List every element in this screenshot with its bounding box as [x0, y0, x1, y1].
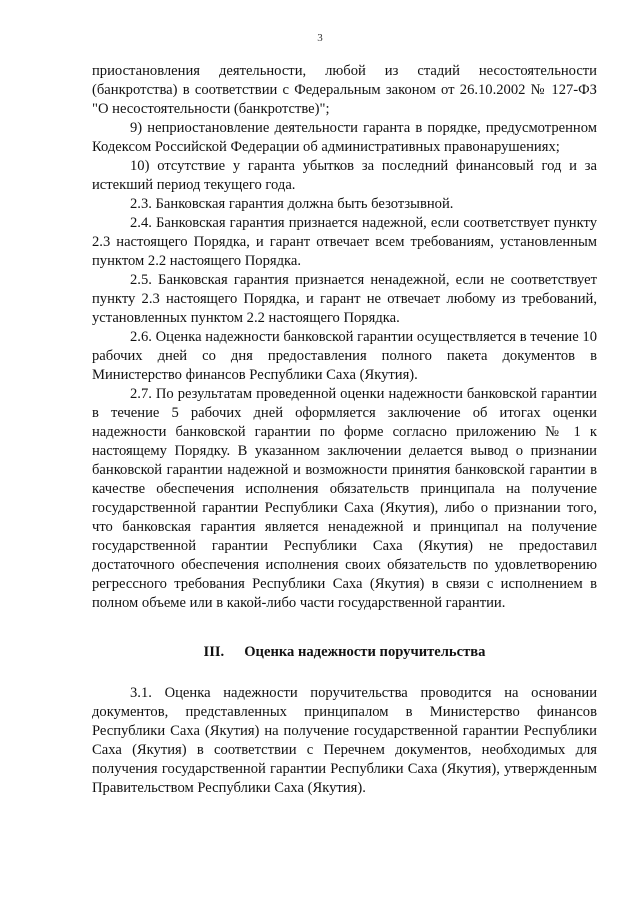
paragraph: 2.6. Оценка надежности банковской гарантии осуществляется в течение 10 рабочих дней со дня предоставления полного пакета документов в Министерство финансов Республики Саха (Якутия). — [92, 329, 597, 383]
paragraph: 9) неприостановление деятельности гаранта в порядке, предусмотренном Кодексом Российской Федерации об административных правонарушениях; — [92, 120, 597, 155]
section-heading — [92, 643, 597, 662]
document-body — [92, 62, 597, 798]
paragraph: 2.5. Банковская гарантия признается ненадежной, если не соответствует пункту 2.3 настоящего Порядка, и гарант не отвечает любому из требований, установленных пунктом 2.2 настоящего Порядка. — [92, 272, 597, 326]
paragraph: 2.7. По результатам проведенной оценки надежности банковской гарантии в течение 5 рабочих дней оформляется заключение об итогах оценки надежности банковской гарантии по форме согласно приложению № 1 к настоящему Порядку. В указанном заключении делается вывод о признании банковской гарантии надежной и возможности принятия банковской гарантии в качестве обеспечения исполнения обязательств принципала на получение государственной гарантии Республики Саха (Якутия), либо о признании того, что банковская гарантия является ненадежной и принципал на получение государственной гарантии Республики Саха (Якутия) не предоставил достаточного обеспечения исполнения своих обязательств по удовлетворению регрессного требования Республики Саха (Якутия) в связи с исполнением в полном объеме или в какой-либо части государственной гарантии. — [92, 386, 597, 611]
paragraph: 10) отсутствие у гаранта убытков за последний финансовый год и за истекший период текущего года. — [92, 158, 597, 193]
paragraph: 2.4. Банковская гарантия признается надежной, если соответствует пункту 2.3 настоящего Порядка, и гарант отвечает всем требованиям, установленным пунктом 2.2 настоящего Порядка. — [92, 215, 597, 269]
paragraph: 3.1. Оценка надежности поручительства проводится на основании документов, представленных принципалом в Министерство финансов Республики Саха (Якутия) на получение государственной гарантии Республики Саха (Якутия) в соответствии с Перечнем документов, необходимых для получения государственной гарантии Республики Саха (Якутия), утвержденным Правительством Республики Саха (Якутия). — [92, 685, 597, 796]
paragraph: приостановления деятельности, любой из стадий несостоятельности (банкротства) в соответствии с Федеральным законом от 26.10.2002 № 127-ФЗ "О несостоятельности (банкротстве)"; — [92, 63, 597, 117]
paragraph: 2.3. Банковская гарантия должна быть безотзывной. — [130, 196, 454, 212]
section-number: III. — [203, 644, 225, 660]
section-title: Оценка надежности поручительства — [244, 644, 486, 660]
page-number: 3 — [317, 32, 323, 44]
